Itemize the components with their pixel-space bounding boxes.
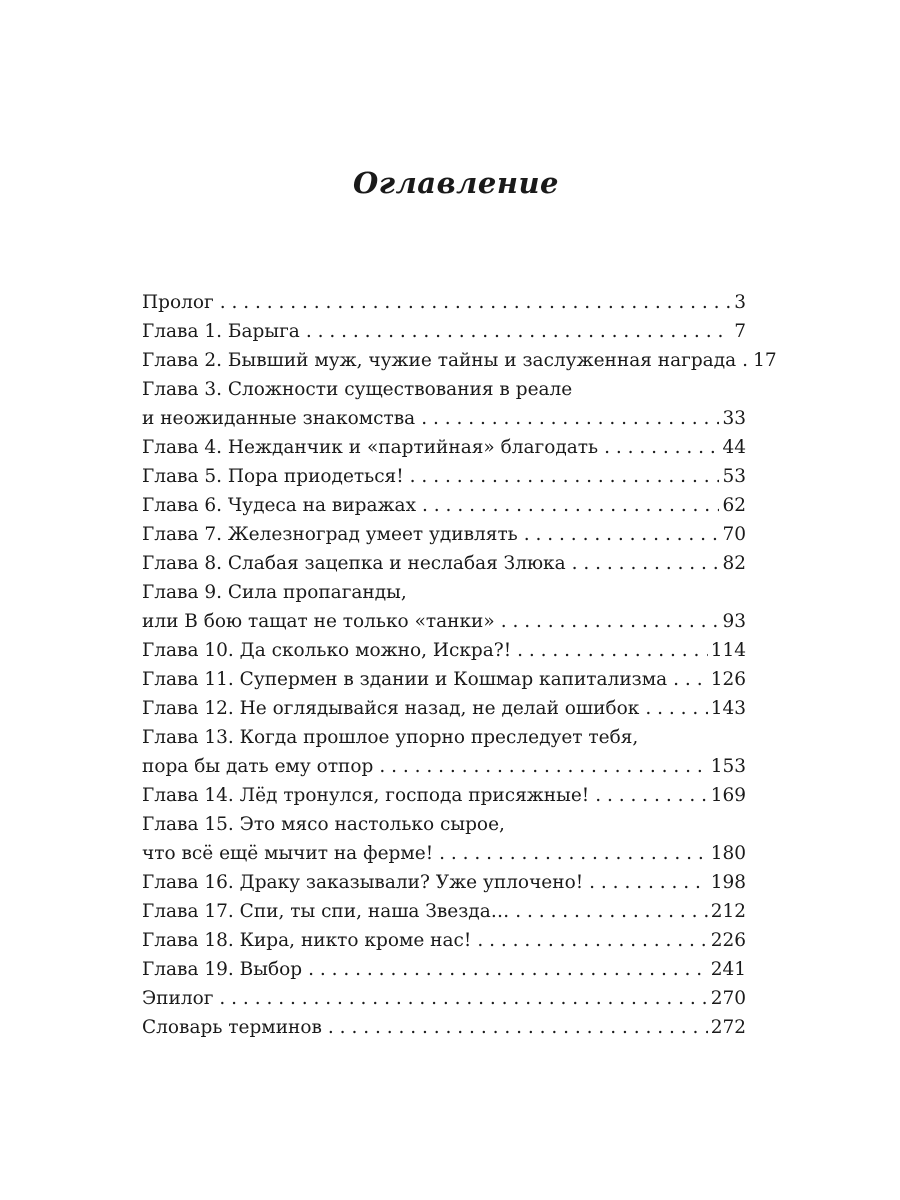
dot-leader: [517, 636, 708, 665]
toc-page-number: 3: [734, 292, 746, 313]
dot-leader: [524, 520, 720, 549]
dot-leader: [421, 404, 719, 433]
toc-entry-title: Глава 14. Лёд тронулся, господа присяжные!: [142, 785, 590, 806]
toc-entry: [142, 636, 746, 665]
toc-entry-title: Глава 6. Чудеса на виражах: [142, 495, 417, 516]
toc-page-number: 126: [710, 669, 746, 690]
dot-leader: [595, 781, 707, 810]
toc-entry-title: или В бою тащат не только «танки»: [142, 611, 495, 632]
toc-entry: [142, 346, 777, 375]
toc-entry-title: Глава 13. Когда прошлое упорно преследует тебя,: [142, 727, 639, 748]
toc-entry-continuation: [142, 578, 746, 607]
toc-entry: [142, 288, 746, 317]
toc-page-number: 272: [710, 1017, 746, 1038]
toc-entry-title: Глава 16. Драку заказывали? Уже уплочено!: [142, 872, 584, 893]
toc-entry: [142, 549, 746, 578]
toc-entry-title: Глава 15. Это мясо настолько сырое,: [142, 814, 505, 835]
toc-entry-title: Глава 18. Кира, никто кроме нас!: [142, 930, 472, 951]
dot-leader: [220, 288, 732, 317]
dot-leader: [589, 868, 708, 897]
toc-entry-title: Глава 7. Железноград умеет удивлять: [142, 524, 518, 545]
toc-entry: [142, 520, 746, 549]
toc-page-number: 198: [710, 872, 746, 893]
toc-entry-title: Глава 12. Не оглядывайся назад, не делай ошибок: [142, 698, 640, 719]
toc-entry: [142, 317, 746, 346]
page-title: Оглавление: [353, 166, 559, 200]
toc-entry: [142, 926, 746, 955]
toc-page-number: 53: [722, 466, 746, 487]
toc-entry: [142, 665, 746, 694]
toc-entry-title: Глава 10. Да сколько можно, Искра?!: [142, 640, 512, 661]
toc-entry-title: Словарь терминов: [142, 1017, 322, 1038]
toc-entry: [142, 984, 746, 1013]
dot-leader: [306, 317, 731, 346]
toc-page-number: 44: [722, 437, 746, 458]
toc-page-number: 226: [710, 930, 746, 951]
toc-entry-title: Глава 17. Спи, ты спи, наша Звезда…: [142, 901, 510, 922]
toc-page-number: 241: [710, 959, 746, 980]
toc-entry: [142, 1013, 746, 1042]
toc-entry: [142, 404, 746, 433]
dot-leader: [422, 491, 719, 520]
toc-entry-title: Глава 4. Нежданчик и «партийная» благодать: [142, 437, 599, 458]
toc-page-number: 270: [710, 988, 746, 1009]
toc-entry-title: Глава 19. Выбор: [142, 959, 303, 980]
toc-entry-title: Глава 1. Барыга: [142, 321, 300, 342]
toc-entry-title: и неожиданные знакомства: [142, 408, 416, 429]
toc-entry-title: Глава 5. Пора приодеться!: [142, 466, 404, 487]
dot-leader: [515, 897, 707, 926]
toc-entry: [142, 694, 746, 723]
dot-leader: [742, 346, 750, 375]
table-of-contents: [142, 288, 777, 1042]
toc-entry: [142, 955, 746, 984]
toc-page-number: 169: [710, 785, 746, 806]
dot-leader: [673, 665, 708, 694]
toc-entry-title: Глава 8. Слабая зацепка и неслабая Злюка: [142, 553, 566, 574]
toc-entry-title: Глава 3. Сложности существования в реале: [142, 379, 573, 400]
dot-leader: [219, 984, 707, 1013]
toc-page-number: 114: [710, 640, 746, 661]
toc-page-number: 212: [710, 901, 746, 922]
dot-leader: [501, 607, 720, 636]
toc-page-number: 180: [710, 843, 746, 864]
toc-entry: [142, 752, 746, 781]
toc-entry-continuation: [142, 375, 746, 404]
toc-entry: [142, 607, 746, 636]
toc-entry-title: Пролог: [142, 292, 214, 313]
toc-page-number: 70: [722, 524, 746, 545]
toc-entry-continuation: [142, 810, 746, 839]
dot-leader: [308, 955, 708, 984]
toc-page-number: 93: [722, 611, 746, 632]
toc-entry-continuation: [142, 723, 746, 752]
toc-page-number: 17: [753, 350, 777, 371]
toc-entry-title: Глава 11. Супермен в здании и Кошмар капитализма: [142, 669, 668, 690]
toc-entry: [142, 897, 746, 926]
toc-entry: [142, 491, 746, 520]
toc-entry: [142, 433, 746, 462]
toc-page-number: 7: [734, 321, 746, 342]
toc-entry: [142, 462, 746, 491]
toc-entry: [142, 868, 746, 897]
dot-leader: [410, 462, 720, 491]
toc-entry: [142, 781, 746, 810]
dot-leader: [645, 694, 707, 723]
toc-page-number: 82: [722, 553, 746, 574]
toc-entry-title: что всё ещё мычит на ферме!: [142, 843, 434, 864]
dot-leader: [439, 839, 708, 868]
dot-leader: [477, 926, 707, 955]
toc-page-number: 153: [710, 756, 746, 777]
dot-leader: [572, 549, 720, 578]
toc-entry-title: Глава 9. Сила пропаганды,: [142, 582, 407, 603]
dot-leader: [328, 1013, 708, 1042]
toc-entry-title: Эпилог: [142, 988, 214, 1009]
dot-leader: [604, 433, 719, 462]
toc-entry-title: пора бы дать ему отпор: [142, 756, 374, 777]
dot-leader: [379, 752, 707, 781]
toc-page-number: 33: [722, 408, 746, 429]
toc-page-number: 62: [722, 495, 746, 516]
toc-entry-title: Глава 2. Бывший муж, чужие тайны и заслуженная награда: [142, 350, 737, 371]
toc-page-number: 143: [710, 698, 746, 719]
toc-entry: [142, 839, 746, 868]
